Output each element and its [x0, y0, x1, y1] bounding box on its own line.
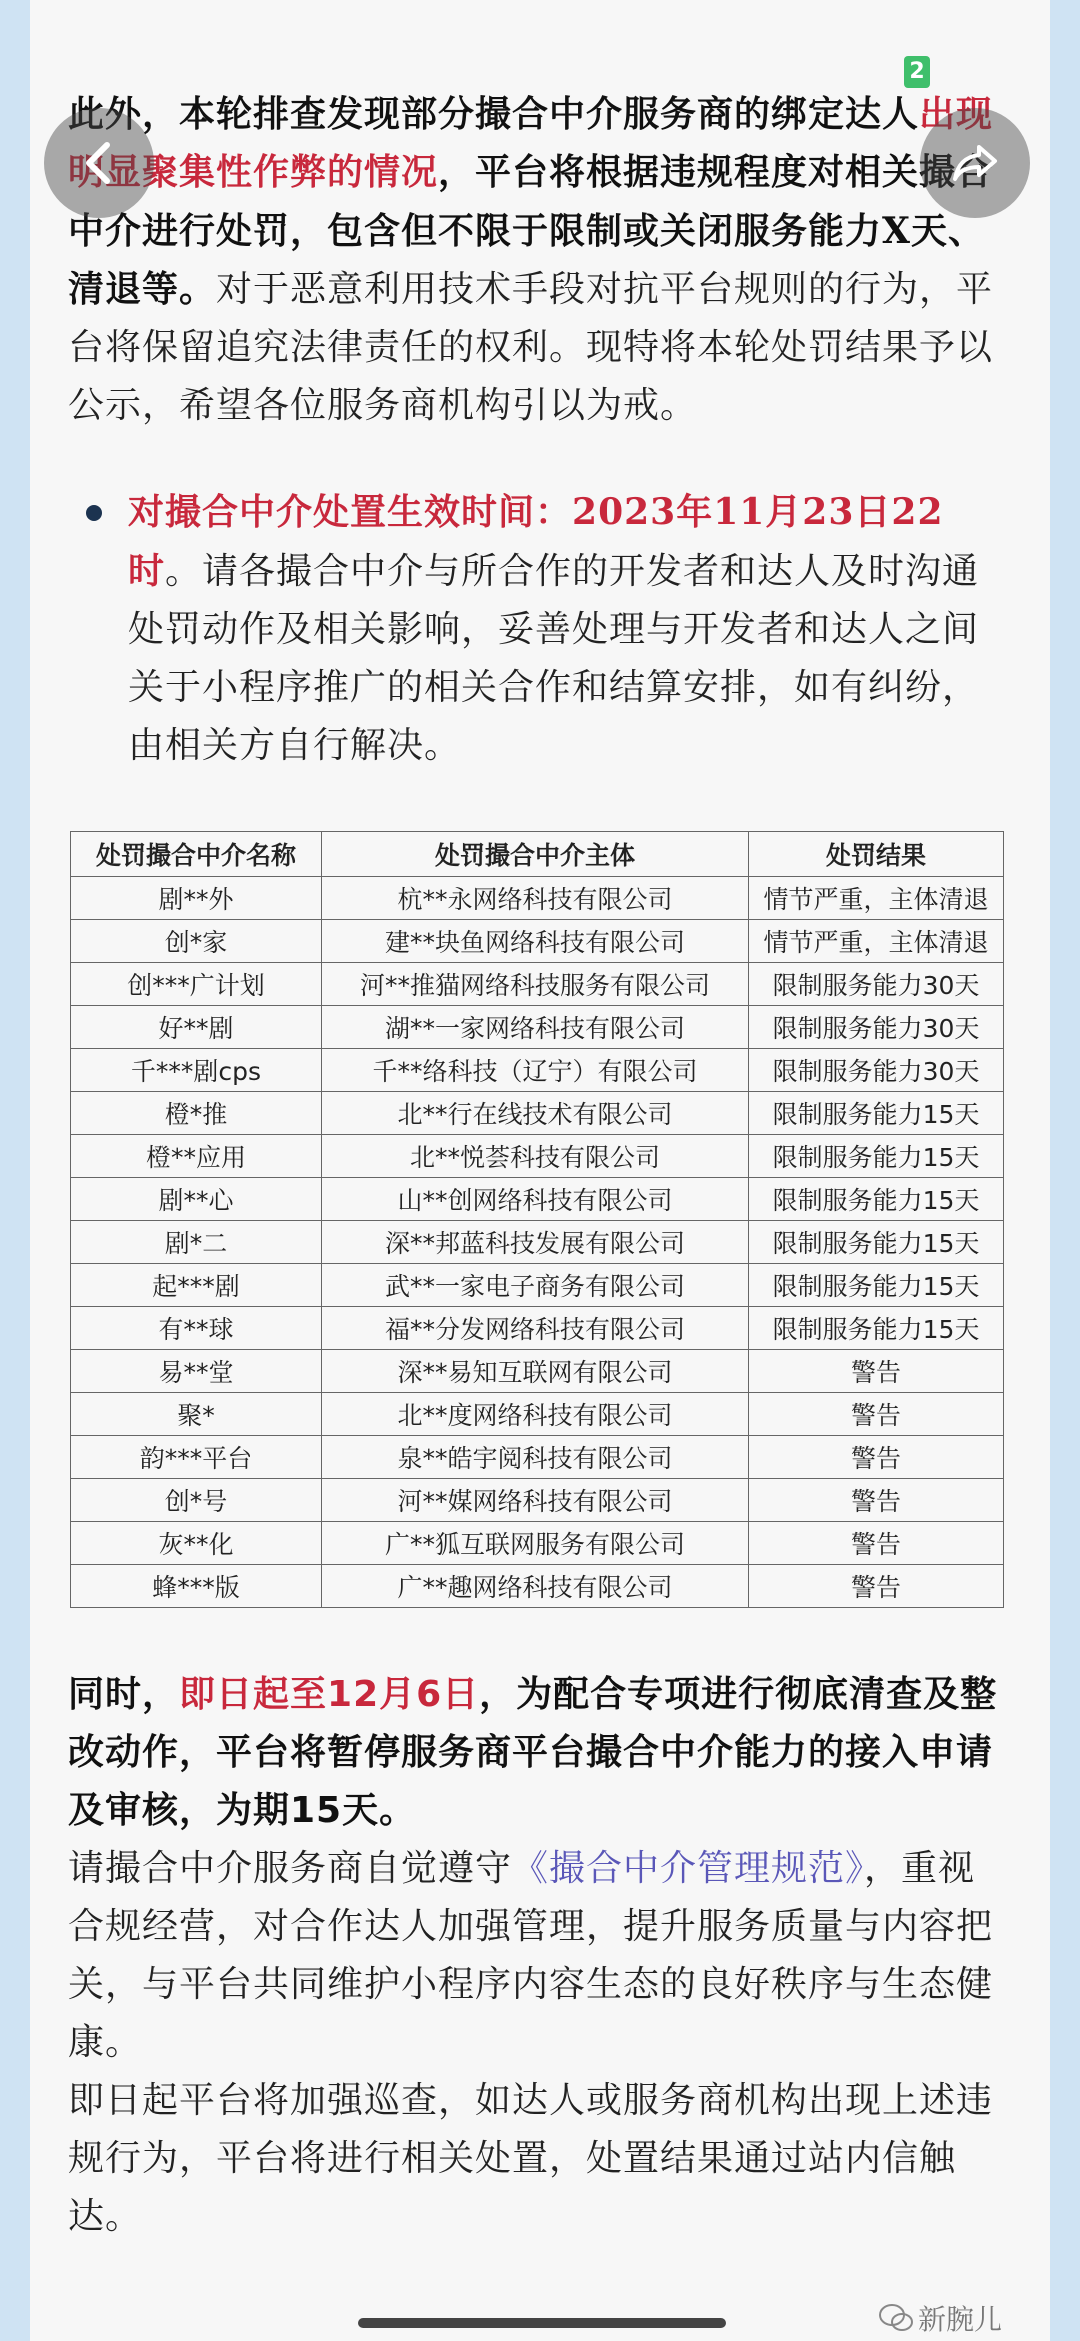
name-cell: 易**堂 [71, 1350, 322, 1393]
entity-cell: 泉**皓宇阅科技有限公司 [322, 1436, 749, 1479]
intro-paragraph [68, 86, 1008, 435]
compliance-text-b: ，重视合规经营，对合作达人加强管理，提升服务质量与内容把关，与平台共同维护小程序内容生态的良好秩序与生态健康。 [68, 1848, 994, 2063]
penalty-table [70, 831, 1004, 1608]
result-cell: 限制服务能力30天 [749, 1049, 1004, 1092]
table-row [71, 1307, 1004, 1350]
table-row [71, 1221, 1004, 1264]
pause-text: ，为配合专项进行彻底清查及整改动作，平台将暂停服务商平台撮合中介能力的接入申请及审核，为期15天。 [68, 1674, 998, 1831]
bullet-item [68, 483, 1008, 775]
name-cell: 韵***平台 [71, 1436, 322, 1479]
intro-lead: 此外， [68, 94, 180, 135]
result-cell: 限制服务能力30天 [749, 963, 1004, 1006]
result-cell: 限制服务能力15天 [749, 1135, 1004, 1178]
pause-paragraph [68, 1666, 1008, 1840]
bullet-dot [86, 505, 102, 521]
table-body [71, 877, 1004, 1608]
home-indicator[interactable] [358, 2318, 726, 2328]
result-cell: 限制服务能力15天 [749, 1092, 1004, 1135]
intro-red-text: 出现明显聚集性作弊的情况 [68, 94, 994, 193]
result-cell: 情节严重，主体清退 [749, 877, 1004, 920]
compliance-text-a: 请撮合中介服务商自觉遵守 [68, 1848, 513, 1889]
result-cell: 警告 [749, 1522, 1004, 1565]
result-cell: 警告 [749, 1393, 1004, 1436]
column-header: 处罚撮合中介主体 [322, 832, 749, 877]
green-badge: 2 [904, 56, 930, 88]
name-cell: 好**剧 [71, 1006, 322, 1049]
intro-bold-text: 本轮排查发现部分撮合中介服务商的绑定达人 [179, 94, 920, 135]
result-cell: 限制服务能力15天 [749, 1307, 1004, 1350]
entity-cell: 北**悦荟科技有限公司 [322, 1135, 749, 1178]
result-cell: 限制服务能力15天 [749, 1264, 1004, 1307]
entity-cell: 广**趣网络科技有限公司 [322, 1565, 749, 1608]
table-row [71, 1092, 1004, 1135]
inspection-paragraph: 即日起平台将加强巡查，如达人或服务商机构出现上述违规行为，平台将进行相关处置，处置结果通过站内信触达。 [68, 2080, 994, 2237]
name-cell: 橙**应用 [71, 1135, 322, 1178]
table-row [71, 877, 1004, 920]
entity-cell: 建**块鱼网络科技有限公司 [322, 920, 749, 963]
table-row [71, 1436, 1004, 1479]
entity-cell: 杭**永网络科技有限公司 [322, 877, 749, 920]
name-cell: 蜂***版 [71, 1565, 322, 1608]
table-row [71, 1393, 1004, 1436]
pause-lead: 同时， [68, 1674, 180, 1715]
entity-cell: 山**创网络科技有限公司 [322, 1178, 749, 1221]
entity-cell: 千**络科技（辽宁）有限公司 [322, 1049, 749, 1092]
table-row [71, 1178, 1004, 1221]
table-row [71, 1565, 1004, 1608]
table-header-row [71, 832, 1004, 877]
result-cell: 警告 [749, 1350, 1004, 1393]
name-cell: 有**球 [71, 1307, 322, 1350]
back-button[interactable] [44, 108, 154, 218]
name-cell: 聚* [71, 1393, 322, 1436]
name-cell: 剧*二 [71, 1221, 322, 1264]
entity-cell: 河**推猫网络科技服务有限公司 [322, 963, 749, 1006]
compliance-paragraph [68, 1840, 1008, 2072]
share-arrow-icon [945, 133, 1005, 193]
name-cell: 剧**外 [71, 877, 322, 920]
entity-cell: 北**行在线技术有限公司 [322, 1092, 749, 1135]
table-row [71, 920, 1004, 963]
intro-bold-text-2: ，平台将根据违规程度对相关撮合中介进行处罚，包含但不限于限制或关闭服务能力 [68, 152, 994, 252]
effective-time-label: 对撮合中介处置生效时间： [128, 492, 573, 533]
name-cell: 创***广计划 [71, 963, 322, 1006]
result-cell: 警告 [749, 1479, 1004, 1522]
name-cell: 灰**化 [71, 1522, 322, 1565]
table-row [71, 1479, 1004, 1522]
effective-time-value: 2023年11月23日22时 [128, 491, 944, 592]
bullet-paragraph [128, 483, 1008, 775]
article-content [68, 86, 1008, 2246]
name-cell: 橙*推 [71, 1092, 322, 1135]
result-cell: 限制服务能力30天 [749, 1006, 1004, 1049]
entity-cell: 武**一家电子商务有限公司 [322, 1264, 749, 1307]
intro-bold-text-3: 天、清退等。 [68, 211, 985, 310]
column-header: 处罚结果 [749, 832, 1004, 877]
entity-cell: 北**度网络科技有限公司 [322, 1393, 749, 1436]
entity-cell: 福**分发网络科技有限公司 [322, 1307, 749, 1350]
name-cell: 起***剧 [71, 1264, 322, 1307]
pause-date: 即日起至12月6日 [179, 1674, 480, 1715]
table-row [71, 1049, 1004, 1092]
entity-cell: 深**邦蓝科技发展有限公司 [322, 1221, 749, 1264]
entity-cell: 湖**一家网络科技有限公司 [322, 1006, 749, 1049]
chevron-left-icon [69, 133, 129, 193]
column-header: 处罚撮合中介名称 [71, 832, 322, 877]
result-cell: 限制服务能力15天 [749, 1178, 1004, 1221]
intro-x: X [882, 210, 911, 252]
entity-cell: 河**媒网络科技有限公司 [322, 1479, 749, 1522]
table-row [71, 1264, 1004, 1307]
name-cell: 创*号 [71, 1479, 322, 1522]
entity-cell: 深**易知互联网有限公司 [322, 1350, 749, 1393]
table-row [71, 963, 1004, 1006]
table-row [71, 1135, 1004, 1178]
name-cell: 创*家 [71, 920, 322, 963]
table-row [71, 1522, 1004, 1565]
result-cell: 限制服务能力15天 [749, 1221, 1004, 1264]
entity-cell: 广**狐互联网服务有限公司 [322, 1522, 749, 1565]
bullet-text: 。请各撮合中介与所合作的开发者和达人及时沟通处罚动作及相关影响，妥善处理与开发者和达人之间关于小程序推广的相关合作和结算安排，如有纠纷，由相关方自行解决。 [128, 551, 980, 766]
watermark: 新腕儿 [918, 2303, 1003, 2336]
table-row [71, 1350, 1004, 1393]
table-row [71, 1006, 1004, 1049]
share-button[interactable] [920, 108, 1030, 218]
wechat-icon [878, 2302, 914, 2334]
regulation-link[interactable]: 《撮合中介管理规范》 [512, 1848, 865, 1889]
result-cell: 警告 [749, 1565, 1004, 1608]
name-cell: 千***剧cps [71, 1049, 322, 1092]
intro-plain-text: 对于恶意利用技术手段对抗平台规则的行为，平台将保留追究法律责任的权利。现特将本轮处罚结果予以公示，希望各位服务商机构引以为戒。 [68, 269, 994, 426]
result-cell: 情节严重，主体清退 [749, 920, 1004, 963]
result-cell: 警告 [749, 1436, 1004, 1479]
name-cell: 剧**心 [71, 1178, 322, 1221]
